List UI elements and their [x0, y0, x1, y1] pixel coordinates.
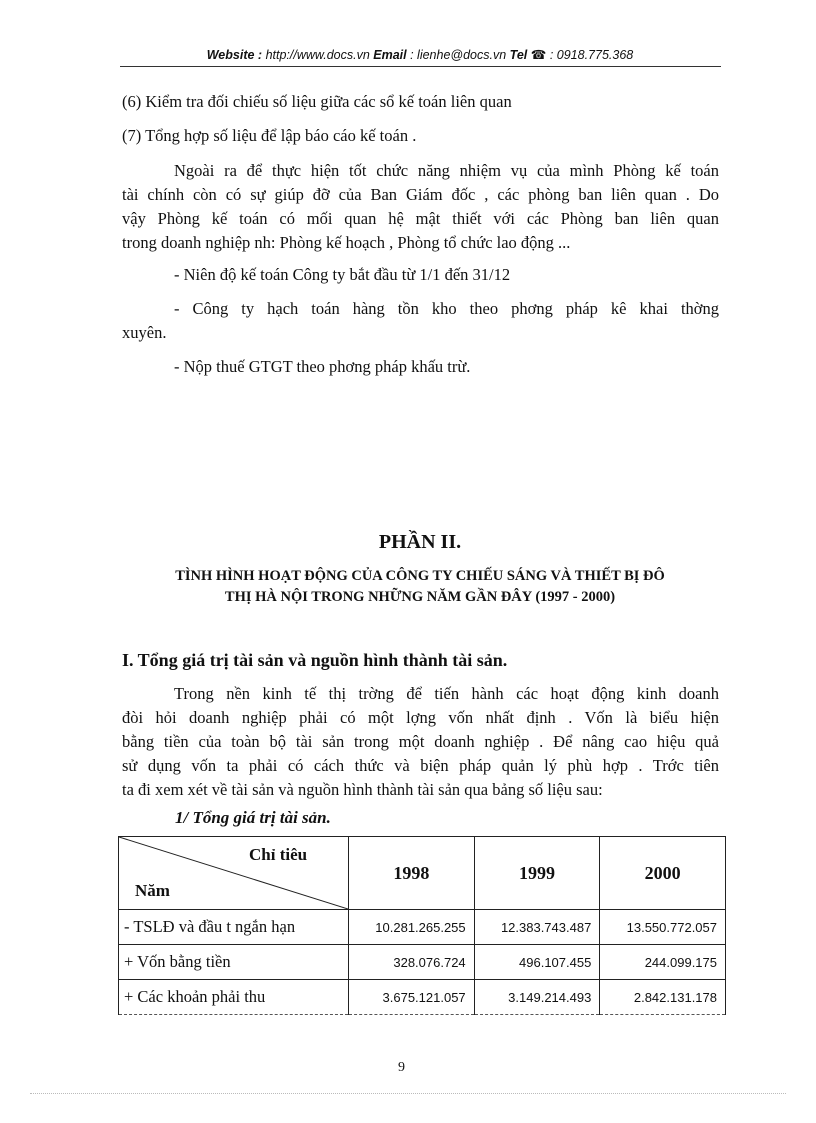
table-cell: 244.099.175: [600, 945, 726, 980]
bottom-rule: [30, 1093, 786, 1094]
bullet-fiscal-year: - Niên độ kế toán Công ty bắt đầu từ 1/1 đến 31/12: [174, 265, 511, 284]
year-1999: 1999: [474, 837, 600, 910]
header-rule: [120, 66, 721, 67]
bullet-inventory-line-1: - Công ty hạch toán hàng tồn kho theo phơng pháp kê khai thờng: [174, 299, 719, 318]
para-1-line-2: tài chính còn có sự giúp đỡ của Ban Giám đốc , các phòng ban liên quan . Do: [122, 185, 719, 204]
table-cell: 3.149.214.493: [474, 980, 600, 1015]
tel-value: : 0918.775.368: [549, 48, 634, 62]
part-subtitle-line-1: TÌNH HÌNH HOẠT ĐỘNG CỦA CÔNG TY CHIẾU SÁNG VÀ THIẾT BỊ ĐÔ: [175, 568, 665, 584]
table-row: [119, 945, 726, 980]
row-label: + Các khoản phải thu: [119, 980, 349, 1015]
header-year: Năm: [135, 881, 170, 900]
page-header: [120, 47, 720, 62]
part-subtitle-line-2: THỊ HÀ NỘI TRONG NHỮNG NĂM GẦN ĐÂY (1997 - 2000): [224, 589, 616, 605]
table-cell: 496.107.455: [474, 945, 600, 980]
website-link[interactable]: http://www.docs.vn: [265, 48, 370, 62]
para-1-line-3: vậy Phòng kế toán có mối quan hệ mật thiết với các Phòng ban liên quan: [122, 209, 719, 228]
section-para-line-4: sử dụng vốn ta phải có cách thức và biện pháp quản lý phù hợp . Trớc tiên: [122, 756, 719, 775]
header-indicator: Chỉ tiêu: [249, 845, 308, 864]
part-title: PHẦN II.: [378, 531, 462, 553]
para-1-text: Ngoài ra để thực hiện tốt chức năng nhiệm vụ của mình Phòng kế toán: [174, 161, 719, 180]
table-corner-cell: [119, 837, 349, 910]
table-cell: 10.281.265.255: [349, 910, 475, 945]
para-1-line-1: [122, 159, 719, 183]
section-para-line-5: ta đi xem xét về tài sản và nguồn hình thành tài sản qua bảng số liệu sau:: [122, 780, 603, 799]
section-para-line-1: [122, 682, 719, 706]
table-caption: 1/ Tổng giá trị tài sản.: [175, 808, 331, 827]
section-para-line-3: bằng tiền của toàn bộ tài sản trong một doanh nghiệp . Để nâng cao hiệu quả: [122, 732, 719, 751]
section-para-text: Trong nền kinh tế thị trờng để tiến hành các hoạt động kinh doanh: [174, 684, 719, 703]
table-row: [119, 910, 726, 945]
section-heading: I. Tổng giá trị tài sản và nguồn hình thành tài sản.: [122, 650, 508, 670]
table-cell: 12.383.743.487: [474, 910, 600, 945]
para-1-line-4: trong doanh nghiệp nh: Phòng kế hoạch , Phòng tổ chức lao động ...: [122, 233, 571, 252]
table-cell: 328.076.724: [349, 945, 475, 980]
section-para-line-2: đòi hỏi doanh nghiệp phải có một lợng vốn nhất định . Vốn là biểu hiện: [122, 708, 719, 727]
table-cell: 3.675.121.057: [349, 980, 475, 1015]
table-cell: 13.550.772.057: [600, 910, 726, 945]
year-1998: 1998: [349, 837, 475, 910]
row-label: - TSLĐ và đầu t ngắn hạn: [119, 910, 349, 945]
table-cell: 2.842.131.178: [600, 980, 726, 1015]
part-subtitle: [120, 566, 720, 608]
row-label: + Vốn bằng tiền: [119, 945, 349, 980]
website-label: Website :: [206, 48, 263, 62]
item-6: (6) Kiểm tra đối chiếu số liệu giữa các sổ kế toán liên quan: [122, 92, 512, 111]
tel-label: Tel: [509, 48, 528, 62]
phone-icon: ☎: [530, 48, 547, 62]
email-link[interactable]: : lienhe@docs.vn: [410, 48, 507, 62]
asset-table: [118, 836, 726, 1015]
table-header-row: [119, 837, 726, 910]
bullet-vat: - Nộp thuế GTGT theo phơng pháp khấu trừ.: [174, 357, 471, 376]
bullet-inventory-line-2: xuyên.: [122, 323, 167, 342]
year-2000: 2000: [600, 837, 726, 910]
page-number: 9: [398, 1060, 405, 1075]
table-row: [119, 980, 726, 1015]
item-7: (7) Tổng hợp số liệu để lập báo cáo kế toán .: [122, 126, 417, 145]
email-label: Email: [373, 48, 407, 62]
